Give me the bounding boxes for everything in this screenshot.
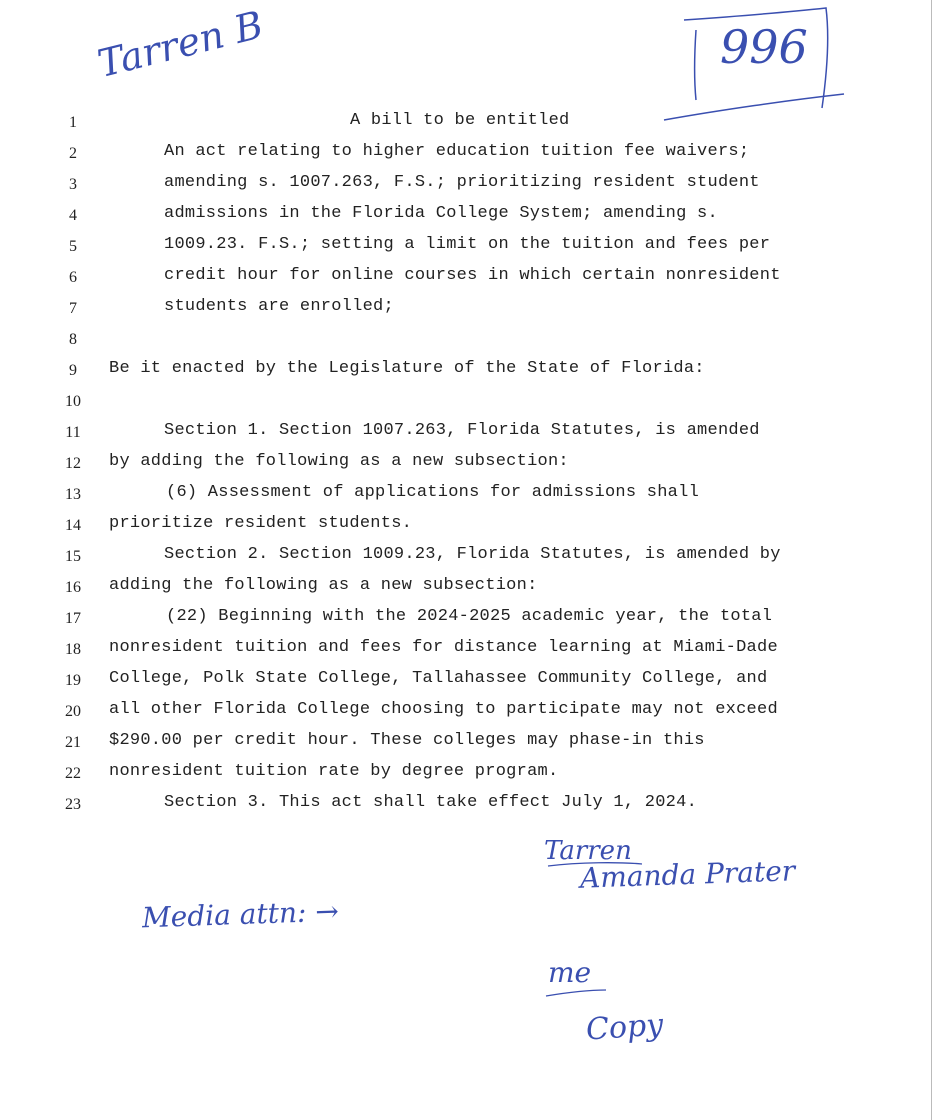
handwritten-name-top-left: Tarren B — [93, 2, 268, 86]
handwritten-bill-number: 996 — [720, 20, 808, 74]
act-title-line: amending s. 1007.263, F.S.; prioritizing resident student — [164, 173, 760, 192]
act-title-line: 1009.23. F.S.; setting a limit on the tuition and fees per — [164, 235, 771, 254]
handwritten-copy-note: Copy — [584, 1007, 665, 1048]
section-1-heading: Section 1. Section 1007.263, Florida Statutes, is amended — [164, 421, 760, 440]
body-line: adding the following as a new subsection: — [109, 576, 538, 595]
body-line: all other Florida College choosing to participate may not exceed — [109, 700, 778, 719]
body-line: $290.00 per credit hour. These colleges may phase-in this — [109, 731, 705, 750]
line-number: 5 — [69, 238, 77, 255]
bill-title: A bill to be entitled — [350, 111, 570, 130]
line-number: 7 — [69, 300, 77, 317]
line-number: 16 — [65, 579, 81, 596]
line-number: 12 — [65, 455, 81, 472]
line-number: 19 — [65, 672, 81, 689]
line-number: 14 — [65, 517, 81, 534]
line-number: 21 — [65, 734, 81, 751]
line-number: 18 — [65, 641, 81, 658]
section-2-heading: Section 2. Section 1009.23, Florida Statutes, is amended by — [164, 545, 781, 564]
line-number: 2 — [69, 145, 77, 162]
handwritten-media-note: Media attn: → — [141, 894, 340, 935]
line-number: 11 — [65, 424, 81, 441]
body-line: by adding the following as a new subsection: — [109, 452, 569, 471]
line-number: 10 — [65, 393, 81, 410]
line-number: 6 — [69, 269, 77, 286]
act-title-line: students are enrolled; — [164, 297, 394, 316]
line-number: 23 — [65, 796, 81, 813]
line-number: 4 — [69, 207, 77, 224]
line-number: 13 — [65, 486, 81, 503]
body-line: College, Polk State College, Tallahassee Community College, and — [109, 669, 768, 688]
section-3-heading: Section 3. This act shall take effect July 1, 2024. — [164, 793, 698, 812]
act-title-line: credit hour for online courses in which certain nonresident — [164, 266, 781, 285]
handwritten-initials: me — [548, 956, 592, 989]
line-number: 20 — [65, 703, 81, 720]
line-number: 1 — [69, 114, 77, 131]
act-title-line: admissions in the Florida College System; amending s. — [164, 204, 718, 223]
body-line: nonresident tuition and fees for distance learning at Miami-Dade — [109, 638, 778, 657]
subsection-22: (22) Beginning with the 2024-2025 academic year, the total — [166, 607, 773, 626]
line-number: 9 — [69, 362, 77, 379]
line-number: 3 — [69, 176, 77, 193]
handwritten-sponsor-1: Tarren — [544, 836, 632, 866]
act-title-line: An act relating to higher education tuition fee waivers; — [164, 142, 750, 161]
line-number: 17 — [65, 610, 81, 627]
line-number: 15 — [65, 548, 81, 565]
enacting-clause: Be it enacted by the Legislature of the State of Florida: — [109, 359, 705, 378]
handwritten-sponsor-2: Amanda Prater — [579, 854, 796, 895]
subsection-6: (6) Assessment of applications for admissions shall — [166, 483, 700, 502]
body-line: nonresident tuition rate by degree program. — [109, 762, 559, 781]
body-line: prioritize resident students. — [109, 514, 413, 533]
line-number: 22 — [65, 765, 81, 782]
line-number: 8 — [69, 331, 77, 348]
